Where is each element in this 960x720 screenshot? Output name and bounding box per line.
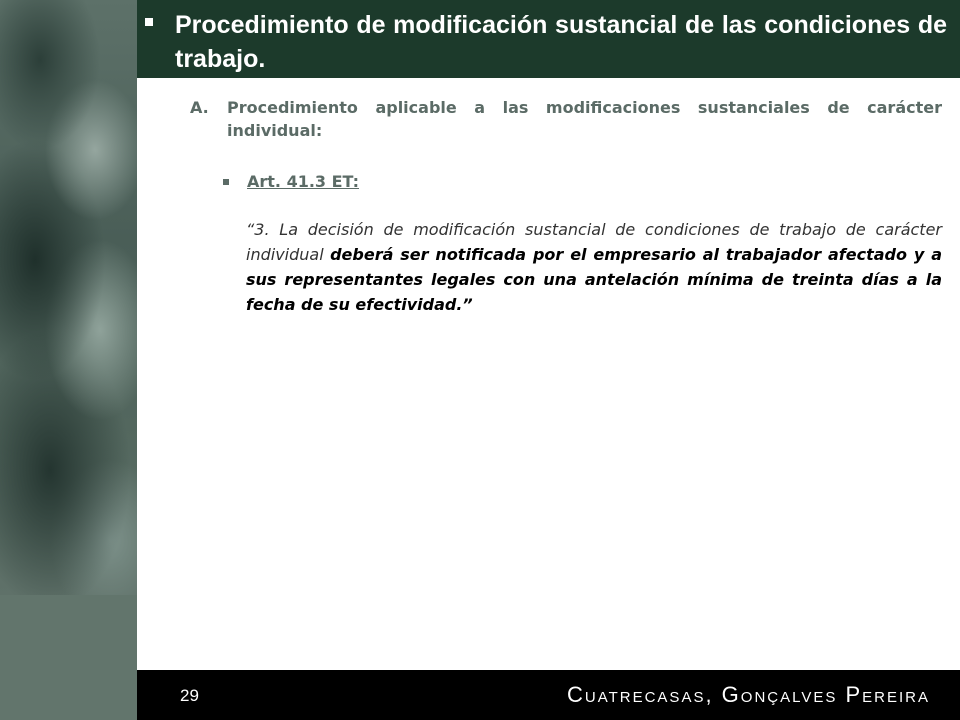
- side-panel: [0, 595, 137, 720]
- article-label: Art. 41.3 ET:: [247, 172, 359, 191]
- square-bullet-icon: [223, 179, 229, 185]
- section-letter: A.: [190, 98, 209, 117]
- quote-bold-text: deberá ser notificada por el empresario al trabajador afectado y a sus representantes legales con una antelación mínima de treinta días a la fecha de su efectividad.”: [246, 245, 942, 314]
- section-a: [190, 96, 942, 142]
- quote-plain-text: “3. La decisión de modificación sustancial de condiciones de trabajo de carácter individual: [246, 220, 942, 264]
- page-number: 29: [180, 686, 199, 705]
- brand-logo-text: Cuatrecasas, Gonçalves Pereira: [566, 682, 930, 707]
- title-bullet-icon: [145, 18, 153, 26]
- decorative-photo-strip: [0, 0, 137, 595]
- article-heading: [223, 170, 943, 193]
- section-title: Procedimiento aplicable a las modificaciones sustanciales de carácter individual:: [227, 98, 942, 140]
- article-quote: [246, 217, 942, 317]
- article-block: [223, 170, 943, 193]
- slide-title: Procedimiento de modificación sustancial de las condiciones de trabajo.: [175, 11, 947, 73]
- section-heading: [190, 96, 942, 142]
